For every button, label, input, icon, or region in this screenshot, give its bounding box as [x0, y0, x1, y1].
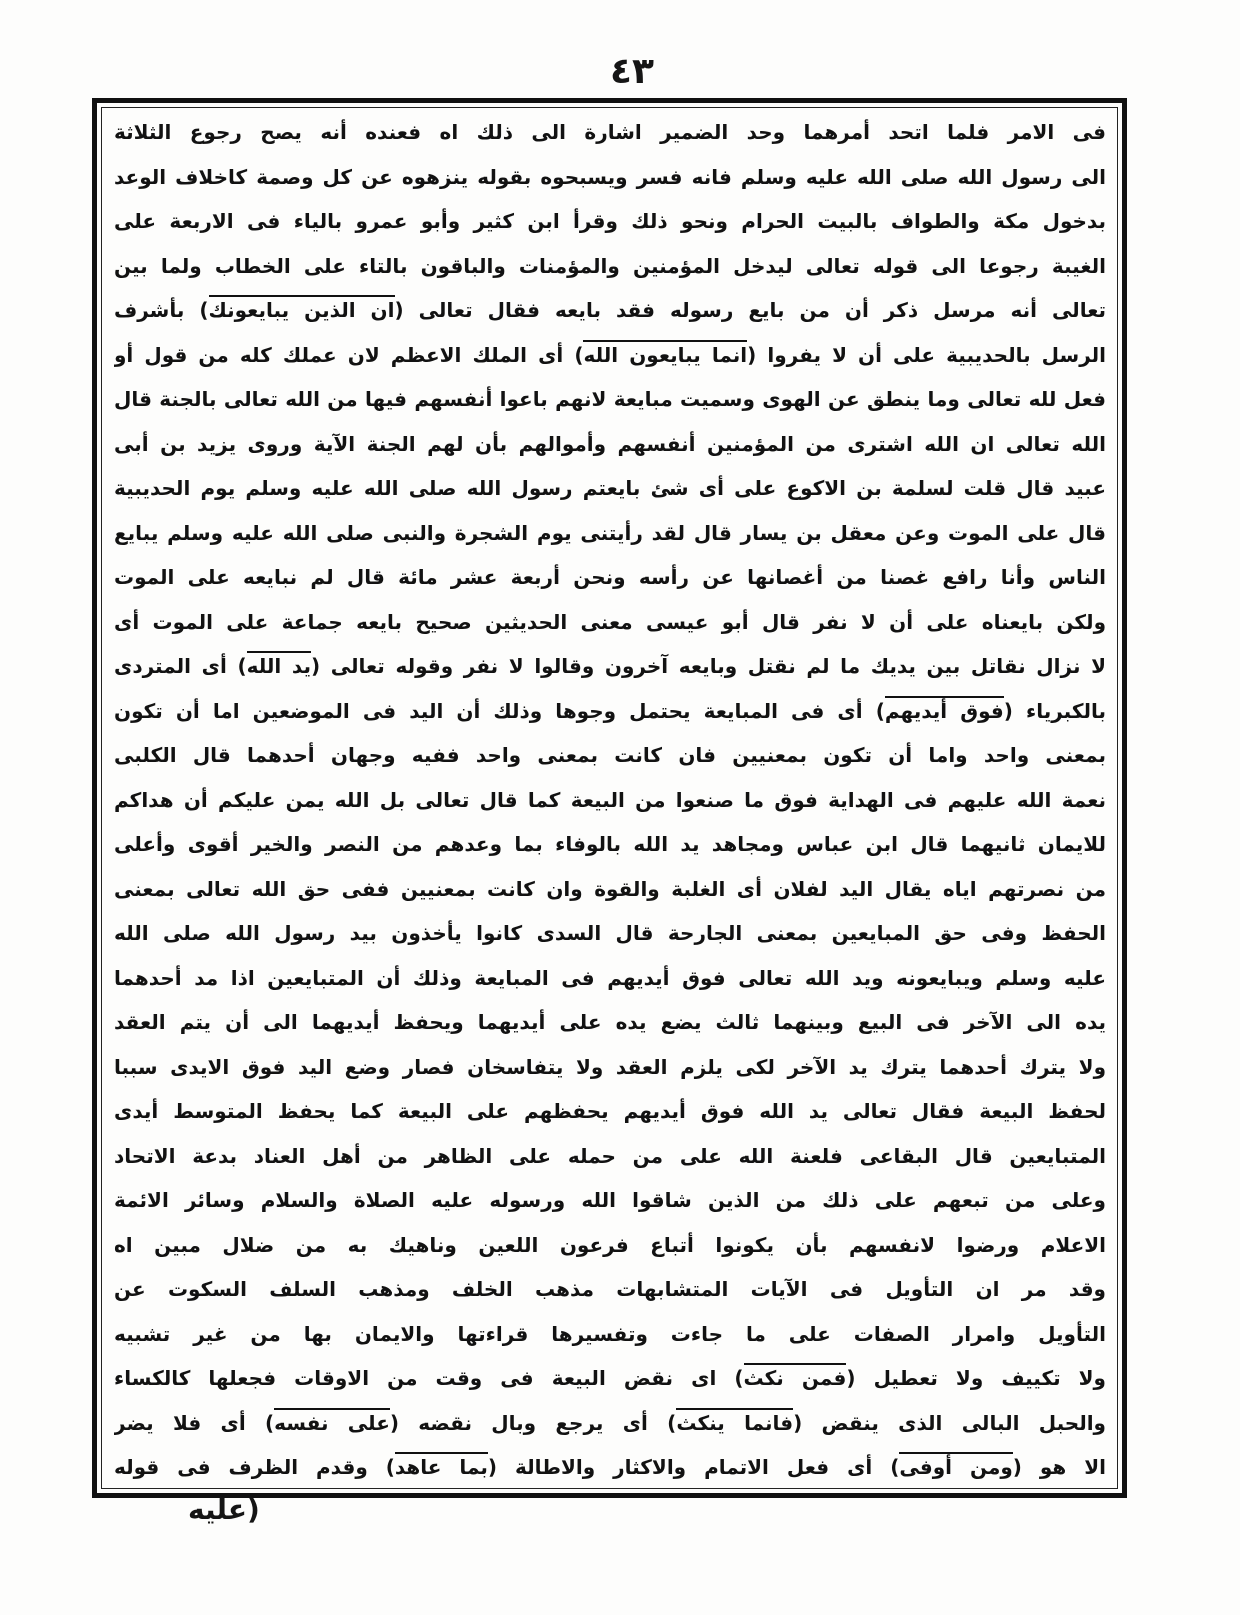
- text-line: [114, 1445, 1106, 1490]
- text-segment: الرسل بالحديبية على أن لا يفروا (: [747, 342, 1106, 367]
- text-line: [114, 911, 1106, 956]
- quran-quote: على نفسه: [274, 1408, 390, 1435]
- quran-quote: انما يبايعون الله: [583, 340, 747, 367]
- text-segment: ) أى فى المبايعة يحتمل وجوها وذلك أن اليد فى الموضعين اما أن تكون: [114, 698, 885, 723]
- text-segment: ) اى نقض البيعة فى وقت من الاوقات فجعلها كالكساء: [114, 1366, 744, 1390]
- text-line: [114, 155, 1106, 200]
- text-line: [114, 422, 1106, 467]
- text-segment: الا هو (: [1012, 1455, 1106, 1479]
- text-segment: الى رسول الله صلى الله عليه وسلم فانه فسر ويسبحوه بقوله ينزهوه عن كل وصمة كاخلاف الوعد: [114, 164, 1106, 189]
- text-line: [114, 1089, 1106, 1134]
- text-segment: ) أى يرجع وبال نقضه (: [389, 1410, 677, 1435]
- text-segment: تعالى أنه مرسل ذكر أن من بايع رسوله فقد بايعه فقال تعالى (: [394, 298, 1106, 322]
- text-segment: التأويل وامرار الصفات على ما جاءت وتفسيرها قراءتها والايمان بها من غير تشبيه: [114, 1321, 1106, 1346]
- quran-quote: فوق أيديهم: [885, 696, 1004, 723]
- text-line: [114, 377, 1106, 422]
- text-line: [114, 1267, 1106, 1312]
- text-segment: ولا تكييف ولا تعطيل (: [846, 1366, 1106, 1390]
- text-line: [114, 288, 1106, 333]
- page-number: ٤٣: [610, 51, 654, 92]
- text-segment: بالكبرياء (: [1003, 698, 1106, 723]
- text-line: [114, 1312, 1106, 1357]
- text-segment: بمعنى واحد واما أن تكون بمعنيين فان كانت بمعنى واحد ففيه وجهان أحدهما قال الكلبى: [114, 743, 1106, 767]
- quran-quote: يد الله: [247, 651, 311, 678]
- text-line: [114, 511, 1106, 556]
- text-segment: ولا يترك أحدهما يترك يد الآخر لكى يلزم العقد ولا يتفاسخان فصار وضع اليد فوق الايدى سببا: [114, 1054, 1106, 1079]
- text-segment: لحفظ البيعة فقال تعالى يد الله فوق أيديهم يحفظهم على البيعة كما يحفظ المتوسط أيدى: [114, 1099, 1106, 1123]
- quran-quote: ان الذين يبايعونك: [209, 295, 395, 322]
- quran-quote: بما عاهد: [395, 1452, 488, 1479]
- text-line: [114, 244, 1106, 289]
- text-segment: ) أى الملك الاعظم لان عملك كله من قول أو: [114, 342, 584, 367]
- text-line: [114, 733, 1106, 778]
- text-line: [114, 199, 1106, 244]
- text-line: [114, 1000, 1106, 1045]
- text-segment: الحفظ وفى حق المبايعين بمعنى الجارحة قال السدى كانوا يأخذون بيد رسول الله صلى الله: [114, 921, 1106, 945]
- text-line: [114, 333, 1106, 378]
- text-segment: فعل لله تعالى وما ينطق عن الهوى وسميت مبايعة لانهم باعوا أنفسهم فيها من الله تعالى بالجنة قال: [114, 387, 1106, 411]
- text-line: [114, 1223, 1106, 1268]
- text-line: [114, 555, 1106, 600]
- catchword: (عليه: [188, 1493, 260, 1526]
- text-segment: الاعلام ورضوا لانفسهم بأن يكونوا أتباع فرعون اللعين وناهيك به من ضلال مبين اه: [114, 1232, 1106, 1257]
- text-segment: قال على الموت وعن معقل بن يسار قال لقد رأيتنى يوم الشجرة والنبى صلى الله عليه وسلم يبايع: [114, 520, 1106, 545]
- text-segment: الغيبة رجوعا الى قوله تعالى ليدخل المؤمنين والمؤمنات والباقون بالتاء على الخطاب ولما بين: [114, 253, 1106, 278]
- text-line: [114, 1178, 1106, 1223]
- quran-quote: فانما ينكث: [676, 1408, 793, 1435]
- text-line: [114, 689, 1106, 734]
- text-segment: الله تعالى ان الله اشترى من المؤمنين أنفسهم وأموالهم بأن لهم الجنة الآية وروى يزيد بن أبى: [114, 431, 1106, 456]
- text-segment: من نصرتهم اياه يقال اليد لفلان أى الغلبة والقوة وان كانت بمعنيين ففى حق الله تعالى بمعنى: [114, 876, 1106, 901]
- text-line: [114, 778, 1106, 823]
- text-block: [114, 110, 1106, 1490]
- text-segment: المتبايعين قال البقاعى فلعنة الله على من حمله على الظاهر من أهل العناد بدعة الاتحاد: [114, 1143, 1106, 1168]
- text-segment: والحبل البالى الذى ينقض (: [793, 1410, 1106, 1435]
- text-segment: يده الى الآخر فى البيع وبينهما ثالث يضع يده على أيديهما ويحفظ أيديهما الى أن يتم العقد: [114, 1010, 1106, 1034]
- text-line: [114, 466, 1106, 511]
- text-segment: ) وقدم الظرف فى قوله: [114, 1455, 395, 1479]
- text-segment: عبيد قال قلت لسلمة بن الاكوع على أى شئ بايعتم رسول الله صلى الله عليه وسلم يوم الحديبية: [114, 476, 1106, 500]
- quran-quote: ومن أوفى: [899, 1452, 1012, 1479]
- text-segment: وقد مر ان التأويل فى الآيات المتشابهات مذهب الخلف ومذهب السلف السكوت عن: [114, 1277, 1106, 1301]
- text-line: [114, 867, 1106, 912]
- text-line: [114, 644, 1106, 689]
- text-line: [114, 1401, 1106, 1446]
- text-segment: للايمان ثانيهما قال ابن عباس ومجاهد يد الله بالوفاء بما وعدهم من النصر والخير أقوى وأعلى: [114, 832, 1106, 856]
- text-line: [114, 822, 1106, 867]
- text-segment: بدخول مكة والطواف بالبيت الحرام ونحو ذلك وقرأ ابن كثير وأبو عمرو بالياء فى الاربعة على: [114, 209, 1106, 233]
- text-segment: الناس وأنا رافع غصنا من أغصانها عن رأسه ونحن أربعة عشر مائة قال لم نبايعه على الموت: [114, 565, 1106, 589]
- text-segment: لا نزال نقاتل بين يديك ما لم نقتل وبايعه آخرون وقالوا لا نفر وقوله تعالى (: [310, 654, 1106, 678]
- text-segment: ) أى المتردى: [114, 654, 247, 678]
- text-segment: وعلى من تبعهم على ذلك من الذين شاقوا الله ورسوله عليه الصلاة والسلام وسائر الائمة: [114, 1188, 1106, 1212]
- text-line: [114, 1045, 1106, 1090]
- text-segment: عليه وسلم ويبايعونه ويد الله تعالى فوق أيديهم فى المبايعة وذلك أن المتبايعين اذا مد أحدهما: [114, 965, 1106, 990]
- text-line: [114, 600, 1106, 645]
- text-segment: ولكن بايعناه على أن لا نفر قال أبو عيسى معنى الحديثين صحيح بايعه جماعة على الموت أى: [114, 609, 1106, 634]
- text-segment: فى الامر فلما اتحد أمرهما وحد الضمير اشارة الى ذلك اه فعنده أنه يصح رجوع الثلاثة: [114, 120, 1106, 144]
- text-segment: ) أى فلا يضر: [114, 1410, 275, 1435]
- text-line: [114, 1134, 1106, 1179]
- text-segment: ) أى فعل الاتمام والاكثار والاطالة (: [487, 1455, 900, 1479]
- text-segment: نعمة الله عليهم فى الهداية فوق ما صنعوا من البيعة كما قال تعالى بل الله يمن عليكم أن هداكم: [114, 787, 1106, 812]
- quran-quote: فمن نكث: [744, 1363, 847, 1390]
- text-line: [114, 1356, 1106, 1401]
- text-line: [114, 110, 1106, 155]
- text-line: [114, 956, 1106, 1001]
- text-segment: ) بأشرف: [114, 298, 209, 322]
